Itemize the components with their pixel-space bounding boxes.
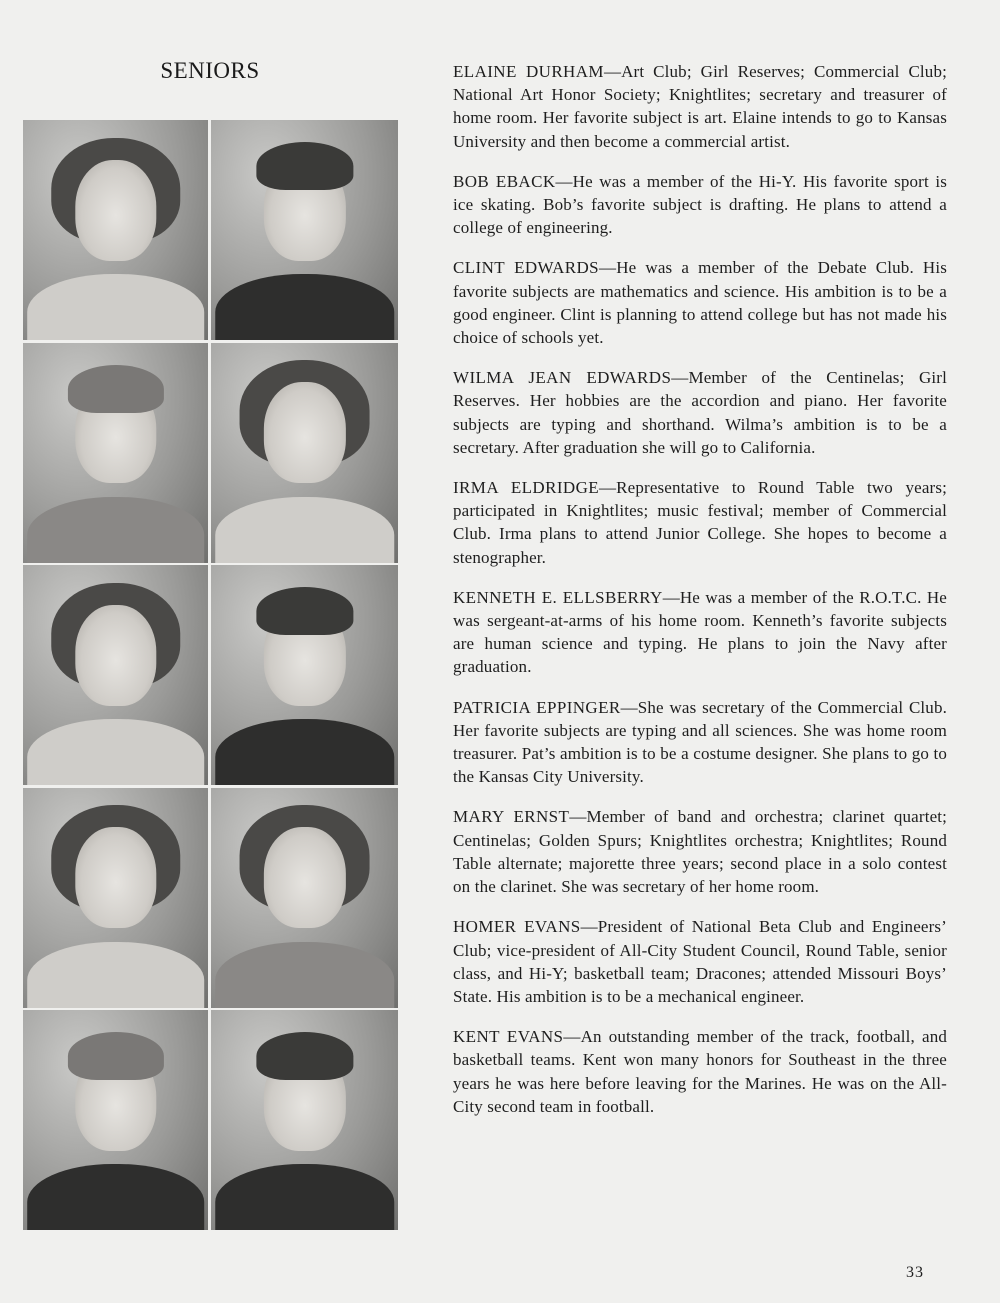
portrait-photo [23,788,208,1008]
senior-name: HOMER EVANS [453,917,581,937]
senior-bio [453,915,947,1008]
portrait-grid [23,120,398,1230]
senior-bio [453,805,947,898]
senior-description: —Member of band and orchestra; clarinet quartet; Centinelas; Golden Spurs; Knightlites orchestra; Knightlites; Round Table alternate; majorette three years; second place in a solo contest on the clarinet. She was secretary of her home room. [453,807,948,897]
portrait-photo [211,1010,398,1230]
page-number: 33 [906,1264,924,1281]
senior-name: ELAINE DURHAM [453,62,604,81]
senior-description: —He was a member of the R.O.T.C. He was sergeant-at-arms of his home room. Kenneth’s favorite subjects are human science and typing. He plans to join the Navy after graduation. [453,587,947,677]
senior-bio [453,60,947,153]
senior-bios [453,60,947,1135]
portrait-photo [211,120,398,340]
senior-bio [453,586,947,679]
senior-name: CLINT EDWARDS [453,258,600,278]
senior-name: IRMA ELDRIDGE [453,478,600,498]
senior-description: —He was a member of the Debate Club. His favorite subjects are mathematics and science. His ambition is to be a good engineer. Clint is planning to attend college but has not made his choice of schools yet. [453,258,948,348]
portrait-photo [211,565,398,785]
portrait-photo [23,343,208,563]
senior-name: BOB EBACK [453,171,556,191]
senior-description: —President of National Beta Club and Engineers’ Club; vice-president of All-City Student Council, Round Table, senior class, and Hi-Y; basketball team; Dracones; attended Missouri Boys’ State. His ambition is to be a mechanical engineer. [453,917,947,1006]
portrait-photo [23,565,208,785]
senior-description: —Representative to Round Table two years; participated in Knightlites; music festival; member of Commercial Club. Irma plans to attend Junior College. She hopes to become a stenographer. [453,478,947,567]
senior-description: —Member of the Centinelas; Girl Reserves. Her hobbies are the accordion and piano. Her favorite subjects are typing and shorthand. Wilma’s ambition is to be a secretary. After graduation she will go to California. [453,368,947,457]
senior-bio [453,256,947,349]
senior-bio [453,1025,947,1118]
senior-name: KENT EVANS [453,1027,564,1047]
senior-name: KENNETH E. ELLSBERRY [453,587,663,607]
senior-name: PATRICIA EPPINGER [453,697,621,717]
senior-bio [453,170,947,240]
senior-description: —Art Club; Girl Reserves; Commercial Club; National Art Honor Society; Knightlites; secretary and treasurer of home room. Her favorite subject is art. Elaine intends to go to Kansas University and then become a commercial artist. [453,62,947,151]
senior-bio [453,366,947,459]
portrait-photo [211,343,398,563]
senior-bio [453,476,947,569]
senior-name: WILMA JEAN EDWARDS [453,368,672,388]
senior-description: —An outstanding member of the track, football, and basketball teams. Kent won many honors for Southeast in the three years he was here before leaving for the Marines. He was on the All-City second team in football. [453,1027,947,1116]
senior-name: MARY ERNST [453,807,570,827]
senior-bio [453,696,947,789]
page-title: SENIORS [160,58,260,83]
senior-description: —She was secretary of the Commercial Club. Her favorite subjects are typing and all sciences. She was home room treasurer. Pat’s ambition is to be a costume designer. She plans to go to the Kansas City University. [453,697,948,787]
portrait-photo [23,1010,208,1230]
portrait-photo [211,788,398,1008]
portrait-photo [23,120,208,340]
senior-description: —He was a member of the Hi-Y. His favorite sport is ice skating. Bob’s favorite subject is drafting. He plans to attend a college of engineering. [453,171,947,238]
